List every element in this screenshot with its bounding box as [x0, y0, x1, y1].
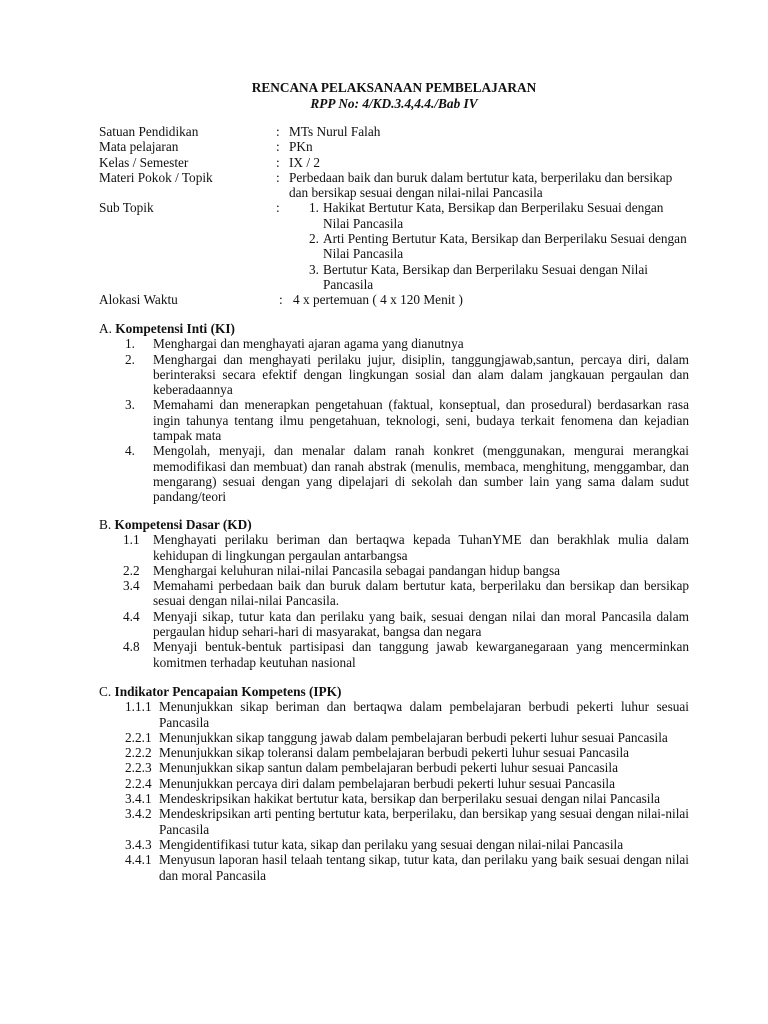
list-item — [99, 563, 689, 578]
meta-colon: : — [276, 124, 280, 139]
document-title: RENCANA PELAKSANAAN PEMBELAJARAN — [251, 80, 537, 95]
list-item — [99, 776, 689, 791]
item-number: 2.2.1 — [125, 729, 152, 745]
item-text: Menghargai dan menghayati ajaran agama yang dianutnya — [153, 336, 464, 352]
item-number: 3.4.2 — [125, 806, 152, 822]
meta-row-satuan — [99, 124, 689, 139]
subtopic-number: 1. — [309, 200, 319, 216]
meta-row-subtopik — [99, 200, 689, 292]
meta-row-alokasi — [99, 292, 689, 307]
section-title: Kompetensi Dasar (KD) — [114, 517, 252, 532]
item-text: Menghargai keluhuran nilai-nilai Pancasila sebagai pandangan hidup bangsa — [153, 562, 561, 578]
section-indikator — [99, 684, 689, 883]
item-number: 2.2.4 — [125, 775, 152, 791]
subtopic-item — [289, 200, 689, 231]
meta-value: MTs Nurul Falah — [289, 124, 381, 139]
meta-value: IX / 2 — [289, 154, 321, 170]
item-text: Menyaji sikap, tutur kata dan perilaku yang baik, sesuai dengan nilai dan moral Pancasila dalam pergaulan hidup sehari-hari di masyarakat, bangsa dan negara — [153, 608, 689, 640]
section-kompetensi-inti — [99, 321, 689, 505]
item-text: Mendeskripsikan arti penting bertutur kata, berperilaku, dan bersikap yang sesuai dengan nilai-nilai Pancasila — [159, 806, 689, 837]
list-item — [99, 852, 689, 883]
meta-label: Kelas / Semester — [99, 154, 189, 170]
item-number: 3.4.3 — [125, 836, 152, 852]
meta-colon: : — [276, 139, 280, 155]
item-text: Menunjukkan sikap santun dalam pembelajaran berbudi pekerti luhur sesuai Pancasila — [159, 760, 618, 776]
subtopic-list — [289, 200, 689, 292]
meta-value: Perbedaan baik dan buruk dalam bertutur kata, berperilaku dan bersikap dan bersikap sesuai dengan nilai-nilai Pancasila — [289, 169, 673, 201]
section-letter: B. — [99, 517, 112, 532]
item-number: 3. — [125, 397, 135, 413]
meta-label: Materi Pokok / Topik — [99, 169, 213, 185]
item-number: 4.4.1 — [125, 852, 152, 868]
list-item — [99, 791, 689, 806]
item-number: 4.8 — [123, 639, 140, 655]
list-item — [99, 699, 689, 730]
meta-value: PKn — [289, 139, 313, 155]
section-heading — [99, 321, 689, 336]
item-text: Memahami dan menerapkan pengetahuan (faktual, konseptual, dan prosedural) berdasarkan rasa ingin tahunya tentang ilmu pengetahuan, teknologi, seni, budaya terkait fenomena dan kejadian tampak mata — [153, 397, 689, 444]
list-item — [99, 806, 689, 837]
section-heading — [99, 684, 689, 699]
section-letter: A. — [99, 321, 112, 336]
item-number: 4.4 — [123, 608, 140, 624]
meta-label: Satuan Pendidikan — [99, 124, 199, 139]
section-title: Indikator Pencapaian Kompetens (IPK) — [114, 684, 342, 699]
meta-label: Mata pelajaran — [99, 139, 179, 155]
section-heading — [99, 517, 689, 532]
meta-value: 4 x pertemuan ( 4 x 120 Menit ) — [293, 292, 463, 308]
list-item — [99, 532, 689, 563]
subtopic-item — [289, 231, 689, 262]
meta-row-kelas — [99, 155, 689, 170]
item-number: 4. — [125, 443, 135, 459]
item-text: Menyaji bentuk-bentuk partisipasi dan tanggung jawab kewarganegaraan yang mencerminkan komitmen terhadap keutuhan nasional — [153, 639, 689, 670]
list-item — [99, 578, 689, 609]
item-text: Mendeskripsikan hakikat bertutur kata, bersikap dan berperilaku sesuai dengan nilai Pancasila — [159, 791, 661, 807]
meta-colon: : — [276, 154, 280, 170]
list-item — [99, 443, 689, 504]
list-item — [99, 336, 689, 351]
item-text: Menunjukkan percaya diri dalam pembelajaran berbudi pekerti luhur sesuai Pancasila — [159, 775, 615, 791]
meta-label: Alokasi Waktu — [99, 292, 178, 308]
item-text: Memahami perbedaan baik dan buruk dalam bertutur kata, berperilaku dan bersikap dan bersikap sesuai dengan nilai-nilai Pancasila. — [153, 578, 689, 609]
list-item — [99, 397, 689, 443]
item-number: 2. — [125, 351, 135, 367]
subtopic-number: 2. — [309, 231, 319, 247]
subtopic-text: Hakikat Bertutur Kata, Bersikap dan Berperilaku Sesuai dengan Nilai Pancasila — [323, 200, 664, 231]
section-kompetensi-dasar — [99, 517, 689, 670]
item-number: 2.2 — [123, 562, 140, 578]
item-text: Menghargai dan menghayati perilaku jujur, disiplin, tanggungjawab,santun, percaya diri, dalam berinteraksi secara efektif dengan lingkungan sosial dan alam dalam jangkauan pergaulan dan keberadaannya — [153, 351, 689, 398]
meta-colon: : — [279, 292, 283, 308]
item-number: 1.1 — [123, 532, 140, 548]
list-item — [99, 760, 689, 775]
item-number: 2.2.3 — [125, 760, 152, 776]
item-number: 1.1.1 — [125, 699, 152, 715]
item-text: Menghayati perilaku beriman dan bertaqwa kepada TuhanYME dan berakhlak mulia dalam kehidupan di lingkungan pergaulan antarbangsa — [153, 532, 689, 563]
item-number: 3.4.1 — [125, 791, 152, 807]
list-item — [99, 609, 689, 640]
list-item — [99, 745, 689, 760]
meta-label: Sub Topik — [99, 200, 154, 216]
item-text: Menunjukkan sikap beriman dan bertaqwa dalam pembelajaran berbudi pekerti luhur sesuai Pancasila — [159, 699, 689, 730]
item-text: Mengidentifikasi tutur kata, sikap dan perilaku yang sesuai dengan nilai-nilai Pancasila — [159, 836, 624, 852]
meta-row-materi — [99, 170, 689, 201]
subtopic-text: Arti Penting Bertutur Kata, Bersikap dan Berperilaku Sesuai dengan Nilai Pancasila — [323, 231, 687, 262]
meta-row-mapel — [99, 139, 689, 154]
list-item — [99, 730, 689, 745]
subtopic-number: 3. — [309, 261, 319, 277]
list-item — [99, 639, 689, 670]
list-item — [99, 837, 689, 852]
document-subtitle: RPP No: 4/KD.3.4,4.4./Bab IV — [310, 96, 478, 111]
item-text: Menyusun laporan hasil telaah tentang sikap, tutur kata, dan perilaku yang baik sesuai dengan nilai dan moral Pancasila — [159, 852, 689, 883]
item-text: Menunjukkan sikap tanggung jawab dalam pembelajaran berbudi pekerti luhur sesuai Pancasila — [159, 729, 668, 745]
subtopic-text: Bertutur Kata, Bersikap dan Berperilaku Sesuai dengan Nilai Pancasila — [323, 261, 648, 292]
item-number: 1. — [125, 336, 135, 352]
subtopic-item — [289, 262, 689, 293]
item-text: Menunjukkan sikap toleransi dalam pembelajaran berbudi pekerti luhur sesuai Pancasila — [159, 745, 630, 761]
item-number: 3.4 — [123, 578, 140, 594]
list-item — [99, 352, 689, 398]
meta-colon: : — [276, 169, 280, 185]
item-text: Mengolah, menyaji, dan menalar dalam ranah konkret (menggunakan, mengurai merangkai memodifikasi dan membuat) dan ranah abstrak (menulis, membaca, menghitung, menggambar, dan mengarang) sesuai dengan yang dipelajari di sekolah dan sumber lain yang sama dalam sudut pandang/teori — [153, 443, 689, 505]
section-title: Kompetensi Inti (KI) — [115, 321, 235, 336]
meta-colon: : — [276, 200, 280, 216]
identity-block — [99, 124, 689, 308]
item-number: 2.2.2 — [125, 745, 152, 761]
section-letter: C. — [99, 684, 112, 699]
